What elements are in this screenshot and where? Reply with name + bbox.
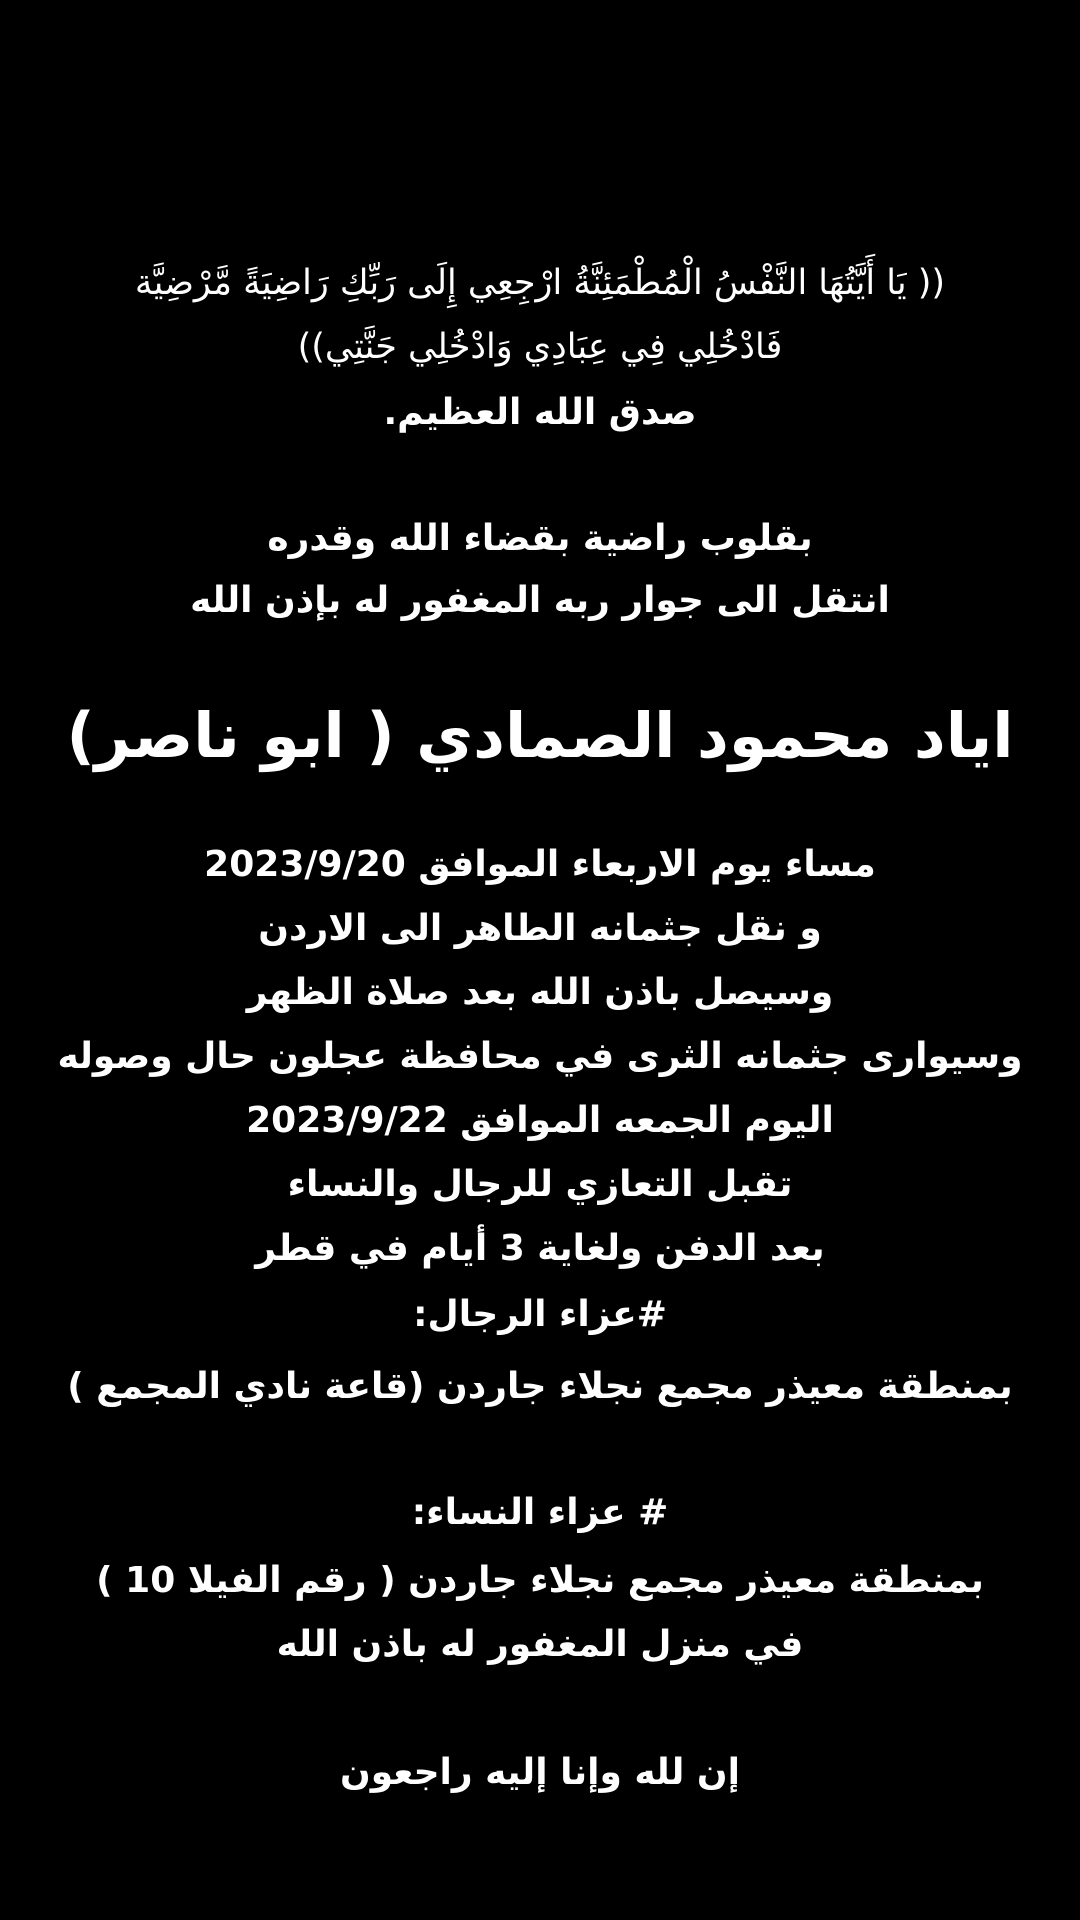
women-condolence-place: في منزل المغفور له باذن الله bbox=[276, 1624, 804, 1665]
closing-phrase: إن لله وإنا إليه راجعون bbox=[339, 1752, 740, 1793]
detail-line: وسيصل باذن الله بعد صلاة الظهر bbox=[246, 972, 834, 1013]
women-condolence-location: بمنطقة معيذر مجمع نجلاء جاردن ( رقم الفيلا 10 ) bbox=[96, 1560, 984, 1601]
deceased-name: اياد محمود الصمادي ( ابو ناصر) bbox=[66, 699, 1014, 772]
verse-line-2: فَادْخُلِي فِي عِبَادِي وَادْخُلِي جَنَّتِي)) bbox=[297, 327, 783, 367]
detail-line: تقبل التعازي للرجال والنساء bbox=[287, 1164, 793, 1205]
detail-line: اليوم الجمعه الموافق 2023/9/22 bbox=[246, 1100, 834, 1141]
intro-line-1: بقلوب راضية بقضاء الله وقدره bbox=[267, 518, 813, 559]
detail-line: مساء يوم الاربعاء الموافق 2023/9/20 bbox=[204, 844, 876, 885]
intro-line-2: انتقل الى جوار ربه المغفور له بإذن الله bbox=[190, 580, 890, 621]
detail-line: بعد الدفن ولغاية 3 أيام في قطر bbox=[255, 1228, 825, 1269]
verse-line-1: (( يَا أَيَّتُهَا النَّفْسُ الْمُطْمَئِنَّةُ ارْجِعِي إِلَى رَبِّكِ رَاضِيَةً مَّرْضِيَّة bbox=[134, 263, 946, 303]
detail-line: و نقل جثمانه الطاهر الى الاردن bbox=[258, 908, 822, 949]
men-condolence-heading: #عزاء الرجال: bbox=[413, 1294, 667, 1335]
detail-line: وسيوارى جثمانه الثرى في محافظة عجلون حال وصوله bbox=[57, 1036, 1023, 1077]
verse-attribution: صدق الله العظيم. bbox=[383, 392, 697, 433]
women-condolence-heading: # عزاء النساء: bbox=[411, 1492, 669, 1533]
men-condolence-location: بمنطقة معيذر مجمع نجلاء جاردن (قاعة نادي المجمع ) bbox=[67, 1366, 1013, 1407]
